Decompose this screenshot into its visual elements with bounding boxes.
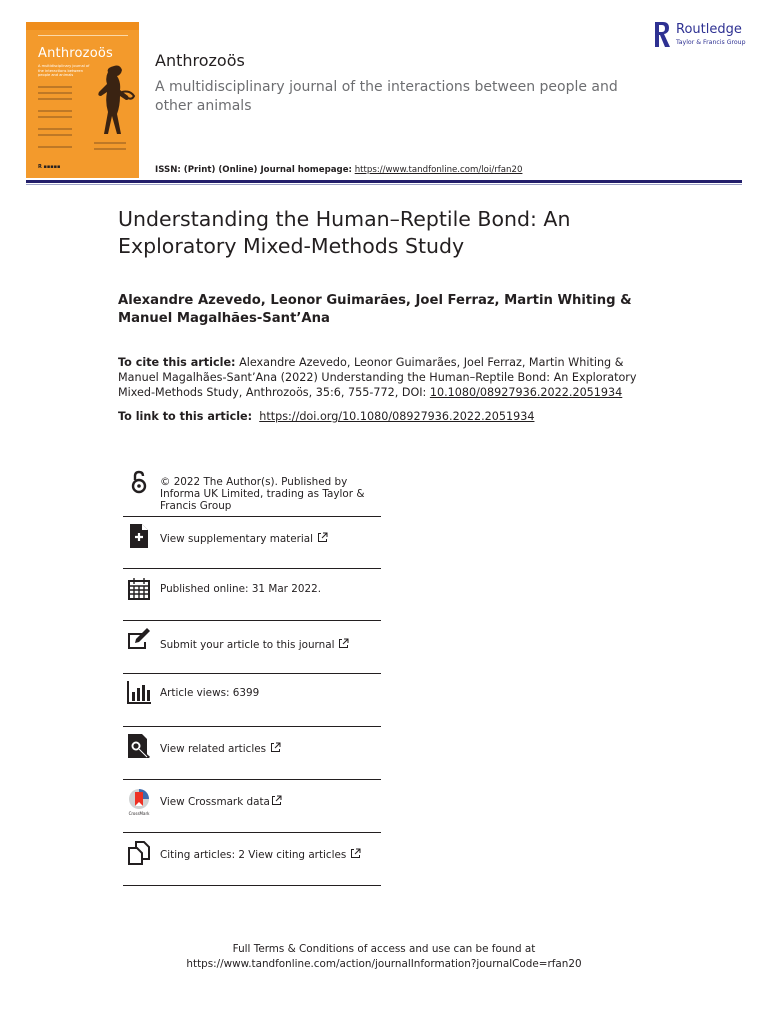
published-online-date [123,572,381,620]
article-views [123,677,381,725]
search-document-icon [127,734,151,758]
info-item-text: © 2022 The Author(s). Published by Informa UK Limited, trading as Taylor & Francis Group [160,476,365,512]
view-related-articles[interactable] [123,730,381,778]
bar-chart-icon [127,680,151,704]
info-item-text: Published online: 31 Mar 2022. [160,583,322,595]
article-doi-link[interactable]: https://doi.org/10.1080/08927936.2022.2051934 [259,410,535,423]
info-divider [123,726,381,727]
citation-block [118,355,658,400]
view-supplementary-material[interactable] [123,520,381,566]
header-divider-thin [26,184,742,185]
cover-text-line [38,98,72,100]
info-item-label: Citing articles: 2 View citing articles [160,849,347,861]
external-link-icon [350,848,361,859]
cover-text-line [38,146,72,148]
info-item-text [160,848,382,861]
open-access-statement [123,470,381,514]
info-item-label: View Crossmark data [160,796,270,808]
submit-article-link[interactable] [123,624,381,672]
cite-doi-link[interactable]: 10.1080/08927936.2022.2051934 [429,386,623,399]
info-divider [123,885,381,886]
cover-publisher-logo: R ▪▪▪▪▪ [38,164,61,170]
article-link-block [118,409,658,424]
publisher-name: Routledge [676,22,742,37]
cover-text-line [94,142,126,144]
info-item-text [160,742,382,755]
link-label: To link to this article: [118,410,253,423]
citing-articles-icon [127,841,151,865]
info-item-text: Article views: 6399 [160,687,260,699]
issn-line [155,165,522,175]
journal-cover-image [26,22,139,178]
info-item-label: View supplementary material [160,533,314,545]
cover-text-line [38,110,72,112]
routledge-r-icon [653,21,671,48]
view-crossmark-data[interactable] [123,783,381,831]
cover-title: Anthrozoös [38,46,113,61]
article-title: Understanding the Human–Reptile Bond: An Exploratory Mixed-Methods Study [118,207,571,258]
info-divider [123,832,381,833]
header-divider [26,180,742,183]
cover-text-line [38,92,72,94]
view-citing-articles[interactable] [123,836,381,884]
cite-label: To cite this article: [118,356,236,369]
info-item-text [160,638,382,651]
cover-text-line [38,134,72,136]
edit-icon [127,628,151,652]
cite-text: Alexandre Azevedo, Leonor Guimarães, Joel Ferraz, Martin Whiting & Manuel Magalhães-Sant’Ana (2022) Understanding the Human–Reptile Bond: An Exploratory Mixed-Methods Study, Anthrozoös, 35:6, 755-772, DOI: [118,356,637,399]
external-link-icon [270,742,281,753]
footer-terms [0,942,768,972]
cover-subtitle: A multidisciplinary journal of the interactions between people and animals [38,64,90,78]
cover-text-line [38,86,72,88]
info-divider [123,516,381,517]
crossmark-icon [127,788,151,816]
journal-description: A multidisciplinary journal of the interactions between people and other animals [155,79,618,114]
info-divider [123,779,381,780]
info-item-label: Submit your article to this journal [160,639,335,651]
journal-name: Anthrozoös [155,51,245,70]
info-divider [123,620,381,621]
footer-line-1: Full Terms & Conditions of access and use can be found at [232,943,536,955]
info-divider [123,673,381,674]
open-access-icon [127,470,151,494]
cover-top-band [26,22,139,30]
external-link-icon [338,638,349,649]
cover-divider [38,35,128,36]
cover-text-line [38,128,72,130]
issn-label: ISSN: (Print) (Online) Journal homepage: [155,165,352,175]
external-link-icon [317,532,328,543]
info-item-text [160,532,382,545]
cover-text-line [94,148,126,150]
calendar-icon [127,577,151,601]
footer-terms-link[interactable]: https://www.tandfonline.com/action/journalInformation?journalCode=rfan20 [186,958,582,970]
publisher-subname: Taylor & Francis Group [676,39,746,46]
external-link-icon [271,795,282,806]
article-authors: Alexandre Azevedo, Leonor Guimarães, Joel Ferraz, Martin Whiting & Manuel Magalhães-Sant’Ana [118,293,632,326]
journal-homepage-link[interactable]: https://www.tandfonline.com/loi/rfan20 [354,165,523,175]
info-item-label: View related articles [160,743,267,755]
crossmark-logo-text: CrossMark [128,811,150,816]
info-item-text [160,795,382,808]
cover-text-line [38,116,72,118]
info-divider [123,568,381,569]
cover-figure-illustration [94,62,136,140]
supplementary-file-icon [127,524,151,548]
publisher-logo[interactable] [653,21,753,51]
